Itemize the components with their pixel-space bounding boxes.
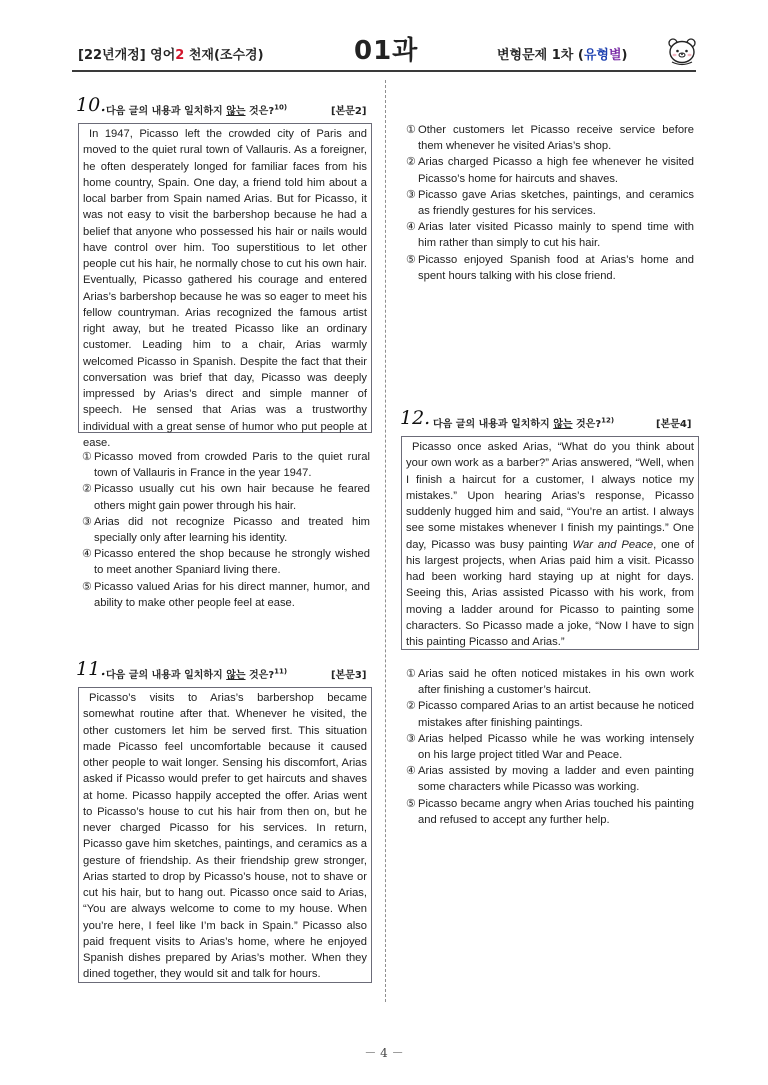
question-number: 10. [76,94,107,116]
option-5[interactable]: ⑤ Picasso became angry when Arias touched his painting and refused to accept any further help. [406,797,694,826]
header-rule [72,70,696,72]
question-11-passage: Picasso’s visits to Arias’s barbershop became somewhat routine after that. Whenever he visited, the other customers let him be served first. This situation made Picasso feel uncomfortable because it caused other people to wait longer. Sensing his discomfort, Arias asked if Picasso would prefer to get haircuts and shaves at home. Picasso happily accepted the offer. Arias went to Picasso’s house to cut his hair from then on, but he never charged Picasso for his services. In return, Picasso gave him sketches, paintings, and ceramics as a gesture of friendship. As their friendship grew stronger, Arias started to drop by Picasso’s house, not to shave or cut his hair, but to hang out. Picasso once said to Arias, “You are always welcome to come to my house. When you’re here, I feel like I’m back in Spain.” Picasso also paid frequent visits to Arias’s home, where he enjoyed Spanish dishes prepared by Arias’s mother. When they dined together, they would sit and talk for hours. [78,687,372,983]
question-prompt: 다음 글의 내용과 일치하지 않는 것은?$^{12)}$ [433,416,615,430]
option-1[interactable]: ① Other customers let Picasso receive service before them whenever he visited Arias’s shop. [406,124,694,153]
option-4[interactable]: ④ Picasso entered the shop because he strongly wished to meet another Spaniard living there. [82,548,370,577]
section-tag: [본문4] [656,419,692,430]
question-10-options [82,449,370,611]
course-label: [22년개정] 영어2 천재(조수경) [78,48,264,63]
question-11-title [76,658,372,684]
question-number: 12. [400,407,431,429]
option-2[interactable]: ② Picasso usually cut his own hair because he feared others might gain power through his hair. [82,483,370,512]
question-10-passage: In 1947, Picasso left the crowded city of Paris and moved to the quiet rural town of Vallauris. As a foreigner, he often desperately longed for familiar faces from his home country, Spain. One day, a friend told him about a local barber from Spain named Arias. But for Picasso, it was not easy to visit the barbershop because he had a belief that anyone who possessed his hair or nails would have control over him. Too superstitious to let other people cut his hair, he normally chose to cut his own hair. Eventually, Picasso gathered his courage and entered Arias’s barbershop because he was so eager to meet his fellow countryman. Arias recognized the famous artist right away, but he treated Picasso like an ordinary customer. Leading him to a chair, Arias warmly welcomed Picasso in Spanish. Despite the fact that their conversation was brief that day, Picasso was deeply impressed by Arias’s direct and simple manner of speech. He sensed that Arias was a trustworthy individual with a great sense of humor who put people at ease. [78,123,372,433]
bear-mascot-icon [666,36,698,66]
lesson-title: 01과 [354,36,419,66]
option-1[interactable]: ① Picasso moved from crowded Paris to the quiet rural town of Vallauris in France in the year 1947. [82,451,370,480]
exam-type-label: 변형문제 1차 (유형별) [497,48,628,63]
option-3[interactable]: ③ Arias did not recognize Picasso and treated him specially only after learning his identity. [82,515,370,545]
option-2[interactable]: ② Arias charged Picasso a high fee whenever he visited Picasso’s home for haircuts and shaves. [406,156,694,185]
question-prompt: 다음 글의 내용과 일치하지 않는 것은?$^{11)}$ [106,667,288,681]
option-3[interactable]: ③ Arias helped Picasso while he was working intensely on his large project titled War and Peace. [406,732,694,762]
question-12-passage: Picasso once asked Arias, “What do you think about your own work as a barber?” Arias answered, “Well, when I finish a haircut for a customer, I always notice my mistakes.” Upon hearing Arias’s response, Picasso suddenly hugged him and said, “You’re an artist. I always see some mistakes whenever I finish my paintings.” One day, Picasso was busy painting War and Peace, one of his largest projects, when Arias paid him a visit. Picasso had been working hard staying up at night for days. Seeing this, Arias assisted Picasso with his work, from moving a ladder around for Picasso to painting some characters. So Picasso made a joke, “Now I have to sign this painting Picasso and Arias.” [401,436,699,650]
page-header [0,0,768,74]
question-11-options [406,122,694,284]
option-4[interactable]: ④ Arias assisted by moving a ladder and even painting some characters while Picasso was working. [406,765,694,794]
option-5[interactable]: ⑤ Picasso enjoyed Spanish food at Arias’s home and spent hours talking with his close friend. [406,253,694,282]
question-prompt: 다음 글의 내용과 일치하지 않는 것은?$^{10)}$ [106,103,288,117]
option-5[interactable]: ⑤ Picasso valued Arias for his direct manner, humor, and ability to make other people feel at ease. [82,580,370,609]
option-2[interactable]: ② Picasso compared Arias to an artist because he noticed mistakes after finishing paintings. [406,700,694,729]
question-12-options [406,666,694,828]
option-4[interactable]: ④ Arias later visited Picasso mainly to spend time with him rather than simply to cut his hair. [406,221,694,250]
section-tag: [본문2] [331,106,367,117]
column-divider [385,80,386,1002]
question-12-title [400,407,696,433]
section-tag: [본문3] [331,670,367,681]
option-3[interactable]: ③ Picasso gave Arias sketches, paintings, and ceramics as friendly gestures for his services. [406,188,694,218]
question-10-title [76,94,372,120]
page-number: － 4 － [364,1046,404,1060]
question-number: 11. [76,658,107,680]
option-1[interactable]: ① Arias said he often noticed mistakes in his own work after finishing a customer’s haircut. [406,668,694,697]
